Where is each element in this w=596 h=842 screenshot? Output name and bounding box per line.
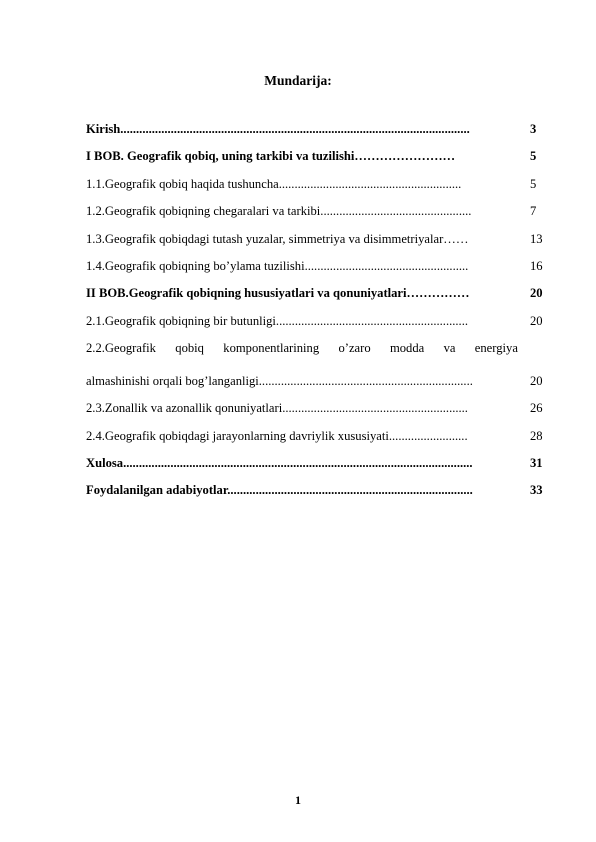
toc-entry-page: 20 — [530, 286, 543, 301]
toc-entry-page: 16 — [530, 258, 543, 273]
toc-word: qobiq — [175, 341, 204, 356]
toc-entry-2-2 — [86, 340, 546, 400]
toc-entry-1-1 — [86, 176, 546, 203]
page-title: Mundarija: — [264, 73, 332, 88]
table-of-contents — [86, 121, 546, 510]
toc-word: o’zaro — [338, 341, 371, 356]
toc-entry-references — [86, 482, 546, 509]
toc-entry-chapter-2 — [86, 285, 546, 312]
toc-entry-label: 2.3.Zonallik va azonallik qonuniyatlari........................................................... — [86, 401, 468, 416]
toc-entry-page: 31 — [530, 455, 543, 470]
toc-entry-1-3 — [86, 231, 546, 258]
toc-entry-page: 28 — [530, 428, 543, 443]
toc-entry-label: 1.3.Geografik qobiqdagi tutash yuzalar, simmetriya va disimmetriyalar…… — [86, 231, 469, 246]
toc-entry-label: 1.4.Geografik qobiqning bo’ylama tuzilishi.................................................... — [86, 258, 469, 273]
toc-word: komponentlarining — [223, 341, 320, 356]
toc-entry-page: 5 — [530, 176, 537, 191]
page-number: 1 — [295, 793, 301, 807]
toc-word: energiya — [474, 341, 518, 356]
toc-entry-label: Xulosa............................................................................................................... — [86, 455, 473, 470]
toc-word: 2.2.Geografik — [86, 341, 156, 356]
toc-entry-xulosa — [86, 455, 546, 482]
toc-entry-2-1 — [86, 313, 546, 340]
toc-entry-page: 26 — [530, 401, 543, 416]
toc-entry-page: 20 — [530, 313, 543, 328]
toc-entry-page: 5 — [530, 149, 537, 164]
toc-entry-1-4 — [86, 258, 546, 285]
toc-entry-page: 3 — [530, 122, 537, 136]
toc-entry-page: 7 — [530, 204, 537, 219]
toc-entry-label: Foydalanilgan adabiyotlar.............................................................................. — [86, 483, 473, 498]
toc-entry-page: 20 — [530, 374, 543, 389]
toc-entry-label-line-1 — [86, 340, 518, 356]
toc-entry-label: I BOB. Geografik qobiq, uning tarkibi va tuzilishi…………………… — [86, 149, 456, 164]
toc-entry-1-2 — [86, 203, 546, 230]
toc-entry-chapter-1 — [86, 148, 546, 175]
toc-entry-2-3 — [86, 400, 546, 427]
toc-entry-label: Kirish............................................................................................................... — [86, 122, 470, 136]
toc-entry-kirish — [86, 121, 546, 148]
toc-entry-label: 1.2.Geografik qobiqning chegaralari va tarkibi................................................ — [86, 204, 472, 219]
toc-entry-2-4 — [86, 428, 546, 455]
toc-entry-label: 2.1.Geografik qobiqning bir butunligi............................................................. — [86, 313, 468, 328]
toc-entry-label: 1.1.Geografik qobiq haqida tushuncha.......................................................... — [86, 176, 462, 191]
toc-entry-page: 13 — [530, 231, 543, 246]
toc-word: va — [443, 341, 456, 356]
toc-entry-label: II BOB.Geografik qobiqning hususiyatlari va qonuniyatlari…………… — [86, 286, 470, 301]
toc-entry-page: 33 — [530, 483, 543, 498]
toc-entry-label-line-2: almashinishi orqali bog’langanligi.................................................................... — [86, 374, 473, 389]
toc-entry-label: 2.4.Geografik qobiqdagi jarayonlarning davriylik xususiyati......................... — [86, 428, 468, 443]
toc-word: modda — [389, 341, 425, 356]
